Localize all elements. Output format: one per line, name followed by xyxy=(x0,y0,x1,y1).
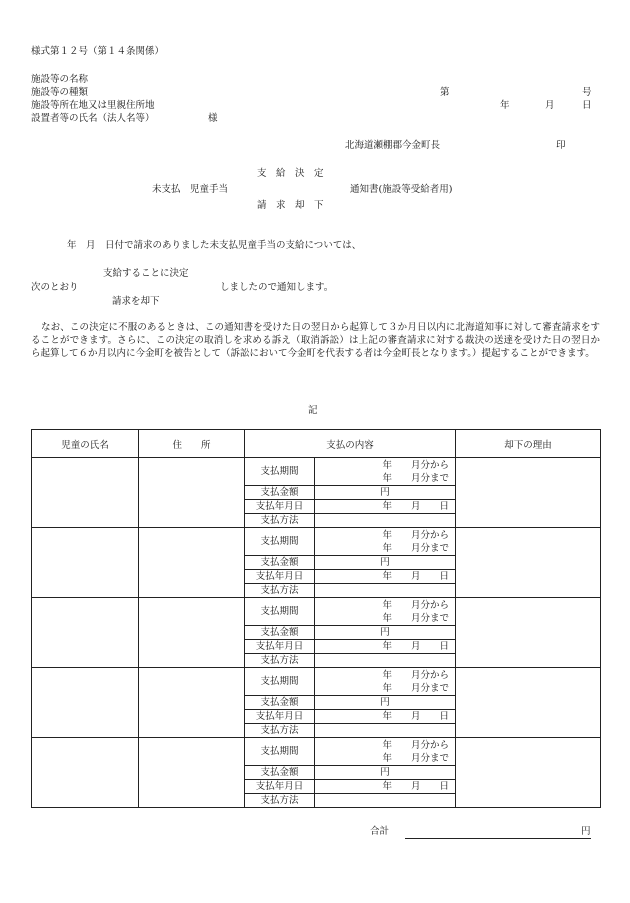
payment-method-value[interactable] xyxy=(315,794,456,808)
ki-mark: 記 xyxy=(308,405,318,416)
amount-unit: 円 xyxy=(380,627,390,638)
option-reject: 請求を却下 xyxy=(112,296,160,307)
title-right: 通知書(施設等受給者用) xyxy=(350,184,453,195)
payment-date-value[interactable]: 年 月 日 xyxy=(315,570,456,584)
amount-label: 支払金額 xyxy=(245,486,315,500)
table-row xyxy=(32,738,601,766)
issue-date-month: 月 xyxy=(545,100,555,111)
child-name-cell[interactable] xyxy=(32,598,139,668)
facility-type-label: 施設等の種類 xyxy=(31,87,89,98)
address-cell[interactable] xyxy=(139,598,245,668)
payment-date-value[interactable]: 年 月 日 xyxy=(315,710,456,724)
total-amount-line xyxy=(405,838,591,839)
payment-method-value[interactable] xyxy=(315,654,456,668)
period-to: 年 月分まで xyxy=(382,752,450,764)
facility-name-label: 施設等の名称 xyxy=(31,74,89,85)
total-label: 合計 xyxy=(370,826,390,837)
table-row xyxy=(32,668,601,696)
period-to: 年 月分まで xyxy=(382,612,450,624)
option-pay: 支給することに決定 xyxy=(103,268,189,279)
payment-method-value[interactable] xyxy=(315,584,456,598)
doc-number-prefix: 第 xyxy=(440,87,450,98)
rejection-reason-cell[interactable] xyxy=(456,668,601,738)
payment-date-label: 支払年月日 xyxy=(245,710,315,724)
payment-date-value[interactable]: 年 月 日 xyxy=(315,500,456,514)
seal-mark: 印 xyxy=(556,140,566,151)
amount-label: 支払金額 xyxy=(245,696,315,710)
issuer-name: 北海道瀬棚郡今金町長 xyxy=(345,140,441,151)
period-value[interactable] xyxy=(315,598,456,626)
appeal-notice: なお、この決定に不服のあるときは、この通知書を受けた日の翌日から起算して３か月日以内に北海道知事に対して審査請求をすることができます。さらに、この決定の取消しを求める訴え（取消訴訟）は上記の審査請求に対する裁決の送達を受けた日の翌日から起算して６か月以内に今金町を被告として（訴訟において今金町を代表する者は今金町長となります。）提起することができます。 xyxy=(31,322,600,359)
rejection-reason-cell[interactable] xyxy=(456,598,601,668)
payment-date-label: 支払年月日 xyxy=(245,780,315,794)
title-left: 未支払 児童手当 xyxy=(152,184,229,195)
payment-date-value[interactable]: 年 月 日 xyxy=(315,640,456,654)
address-cell[interactable] xyxy=(139,528,245,598)
period-from: 年 月分から xyxy=(382,669,450,681)
payment-method-label: 支払方法 xyxy=(245,794,315,808)
amount-value[interactable] xyxy=(315,696,456,710)
col-rejection-reason: 却下の理由 xyxy=(456,430,601,458)
amount-value[interactable] xyxy=(315,556,456,570)
child-name-cell[interactable] xyxy=(32,528,139,598)
payment-date-label: 支払年月日 xyxy=(245,570,315,584)
payment-method-label: 支払方法 xyxy=(245,654,315,668)
col-child-name: 児童の氏名 xyxy=(32,430,139,458)
facility-address-label: 施設等所在地又は里親住所地 xyxy=(31,100,155,111)
period-to: 年 月分まで xyxy=(382,682,450,694)
rejection-reason-cell[interactable] xyxy=(456,458,601,528)
table-row xyxy=(32,598,601,626)
period-value[interactable] xyxy=(315,668,456,696)
address-cell[interactable] xyxy=(139,458,245,528)
title-option-decision: 支 給 決 定 xyxy=(257,168,324,179)
payment-method-label: 支払方法 xyxy=(245,724,315,738)
amount-value[interactable] xyxy=(315,486,456,500)
period-value[interactable] xyxy=(315,458,456,486)
payment-date-label: 支払年月日 xyxy=(245,500,315,514)
payment-method-label: 支払方法 xyxy=(245,514,315,528)
rejection-reason-cell[interactable] xyxy=(456,528,601,598)
result-prefix: 次のとおり xyxy=(31,282,79,293)
amount-value[interactable] xyxy=(315,766,456,780)
rejection-reason-cell[interactable] xyxy=(456,738,601,808)
payment-method-label: 支払方法 xyxy=(245,584,315,598)
col-payment-content: 支払の内容 xyxy=(245,430,456,458)
period-from: 年 月分から xyxy=(382,529,450,541)
issue-date-year: 年 xyxy=(500,100,510,111)
period-value[interactable] xyxy=(315,738,456,766)
payment-method-value[interactable] xyxy=(315,724,456,738)
payment-method-value[interactable] xyxy=(315,514,456,528)
issue-date-day: 日 xyxy=(582,100,592,111)
amount-unit: 円 xyxy=(380,557,390,568)
form-number: 様式第１２号（第１４条関係） xyxy=(31,46,165,57)
table-row xyxy=(32,458,601,486)
period-from: 年 月分から xyxy=(382,599,450,611)
table-row xyxy=(32,528,601,556)
period-label: 支払期間 xyxy=(245,668,315,696)
period-label: 支払期間 xyxy=(245,738,315,766)
honorific: 様 xyxy=(208,113,218,124)
address-cell[interactable] xyxy=(139,738,245,808)
doc-number-suffix: 号 xyxy=(582,87,592,98)
amount-unit: 円 xyxy=(380,487,390,498)
col-address: 住 所 xyxy=(139,430,245,458)
child-name-cell[interactable] xyxy=(32,738,139,808)
amount-label: 支払金額 xyxy=(245,556,315,570)
payment-date-value[interactable]: 年 月 日 xyxy=(315,780,456,794)
request-date-line: 年 月 日付で請求のありました未支払児童手当の支給については、 xyxy=(67,240,362,251)
payment-table xyxy=(31,429,601,808)
table-header-row xyxy=(32,430,601,458)
period-label: 支払期間 xyxy=(245,528,315,556)
address-cell[interactable] xyxy=(139,668,245,738)
period-value[interactable] xyxy=(315,528,456,556)
amount-value[interactable] xyxy=(315,626,456,640)
period-to: 年 月分まで xyxy=(382,542,450,554)
period-label: 支払期間 xyxy=(245,598,315,626)
title-option-reject: 請 求 却 下 xyxy=(257,200,324,211)
result-suffix: しましたので通知します。 xyxy=(220,282,334,293)
amount-label: 支払金額 xyxy=(245,766,315,780)
period-from: 年 月分から xyxy=(382,739,450,751)
amount-unit: 円 xyxy=(380,767,390,778)
total-unit: 円 xyxy=(581,826,591,837)
payment-date-label: 支払年月日 xyxy=(245,640,315,654)
period-label: 支払期間 xyxy=(245,458,315,486)
amount-label: 支払金額 xyxy=(245,626,315,640)
establisher-label: 設置者等の氏名（法人名等） xyxy=(31,113,155,124)
amount-unit: 円 xyxy=(380,697,390,708)
child-name-cell[interactable] xyxy=(32,668,139,738)
period-to: 年 月分まで xyxy=(382,472,450,484)
period-from: 年 月分から xyxy=(382,459,450,471)
child-name-cell[interactable] xyxy=(32,458,139,528)
